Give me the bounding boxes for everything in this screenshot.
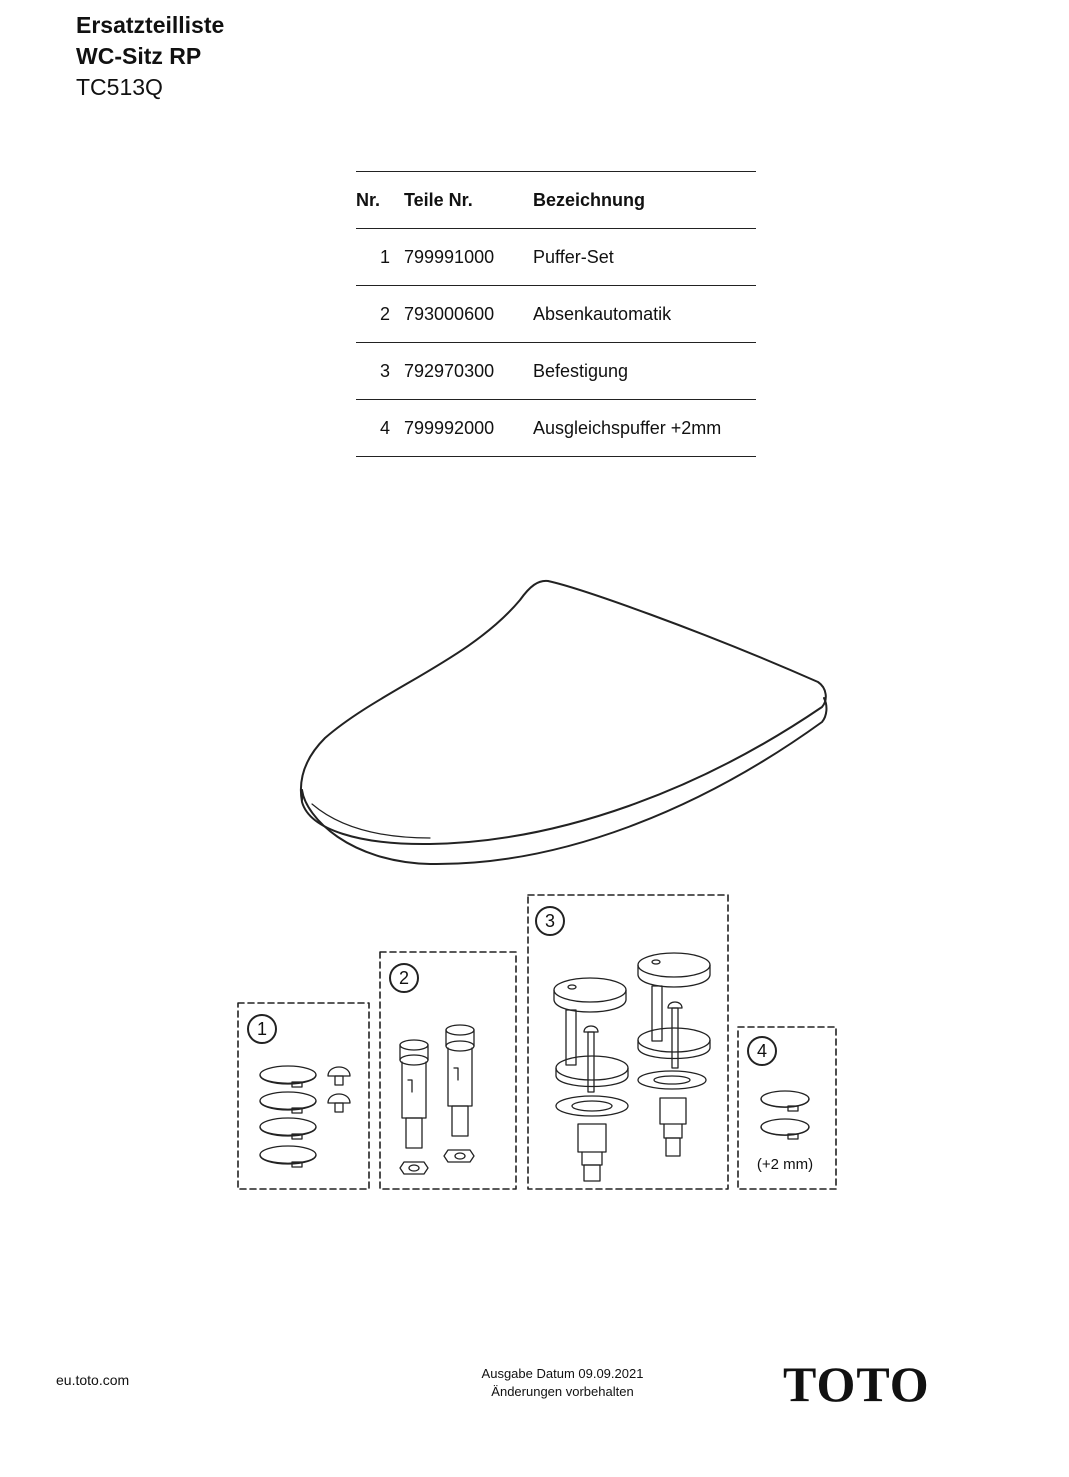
callout-number-3: 3	[544, 911, 556, 931]
title-line-2: WC-Sitz RP	[76, 43, 202, 69]
row-nr: 4	[379, 417, 390, 438]
row-description: Absenkautomatik	[533, 303, 672, 324]
header-part-number: Teile Nr.	[404, 189, 473, 210]
soft-close-damper-illustration	[400, 1025, 474, 1174]
adjustment-note: (+2 mm)	[756, 1156, 814, 1173]
callout-number-4: 4	[756, 1041, 768, 1061]
model-number: TC513Q	[76, 74, 163, 100]
row-description: Puffer-Set	[533, 246, 614, 267]
callout-number-1: 1	[256, 1019, 268, 1039]
row-nr: 2	[379, 303, 390, 324]
row-part-number: 799991000	[404, 246, 495, 267]
header-nr: Nr.	[356, 189, 381, 210]
callout-number-2: 2	[398, 968, 410, 988]
row-part-number: 799992000	[404, 417, 495, 438]
title-line-1: Ersatzteilliste	[76, 12, 225, 38]
header-description: Bezeichnung	[533, 189, 646, 210]
disclaimer: Änderungen vorbehalten	[491, 1384, 634, 1399]
website-link[interactable]: eu.toto.com	[56, 1372, 130, 1388]
fixing-hinge-illustration	[554, 953, 710, 1181]
issue-info	[440, 1365, 685, 1401]
row-description: Befestigung	[533, 360, 629, 381]
buffer-set-illustration	[260, 1066, 350, 1167]
toilet-seat-lid-illustration	[301, 581, 827, 864]
issue-date: Ausgabe Datum 09.09.2021	[481, 1366, 644, 1381]
toto-logo: TOTO	[783, 1356, 930, 1412]
adjustment-buffer-illustration	[761, 1091, 809, 1139]
row-nr: 1	[379, 246, 390, 267]
row-part-number: 793000600	[404, 303, 495, 324]
group-box-3	[528, 895, 728, 1189]
row-part-number: 792970300	[404, 360, 495, 381]
row-description: Ausgleichspuffer +2mm	[533, 417, 722, 438]
row-nr: 3	[379, 360, 390, 381]
